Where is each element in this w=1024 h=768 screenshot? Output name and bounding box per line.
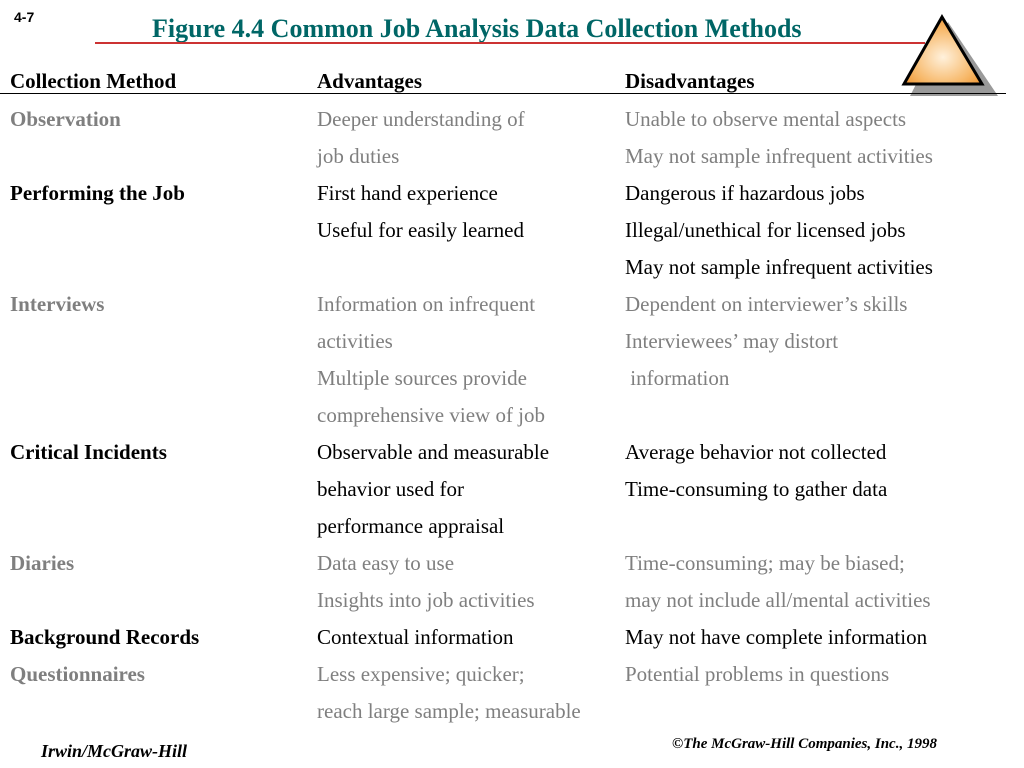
disadvantage-line: Illegal/unethical for licensed jobs: [625, 218, 906, 242]
advantages-cell: [317, 619, 514, 656]
method-name: Observation: [10, 107, 121, 131]
table-row: [0, 101, 1024, 175]
disadvantage-line: Unable to observe mental aspects: [625, 107, 907, 131]
advantage-line: comprehensive view of job: [317, 403, 546, 427]
header-disadvantages: Disadvantages: [625, 69, 755, 93]
disadvantage-line: may not include all/mental activities: [625, 588, 931, 612]
advantage-line: Insights into job activities: [317, 588, 535, 612]
disadvantages-cell: [625, 545, 931, 619]
advantages-cell: [317, 175, 524, 249]
disadvantage-line: Time-consuming; may be biased;: [625, 551, 905, 575]
disadvantage-line: Average behavior not collected: [625, 440, 887, 464]
advantage-line: performance appraisal: [317, 514, 505, 538]
disadvantage-line: May not sample infrequent activities: [625, 144, 933, 168]
advantage-line: reach large sample; measurable: [317, 699, 581, 723]
advantage-line: Observable and measurable: [317, 440, 550, 464]
table-row: [0, 545, 1024, 619]
advantage-line: First hand experience: [317, 181, 498, 205]
advantage-line: Deeper understanding of: [317, 107, 525, 131]
table-row: [0, 619, 1024, 656]
method-name: Critical Incidents: [10, 440, 167, 464]
disadvantages-cell: [625, 286, 907, 397]
disadvantage-line: Time-consuming to gather data: [625, 477, 888, 501]
methods-table: [0, 101, 1024, 730]
disadvantages-cell: [625, 656, 889, 693]
method-name: Diaries: [10, 551, 75, 575]
header-advantages: Advantages: [317, 69, 423, 93]
method-name: Questionnaires: [10, 662, 145, 686]
disadvantage-line: May not sample infrequent activities: [625, 255, 933, 279]
slide-number: 4-7: [14, 9, 35, 25]
header-divider: [0, 93, 1006, 94]
method-name: Background Records: [10, 625, 200, 649]
advantages-cell: [317, 656, 581, 730]
disadvantage-line: Dependent on interviewer’s skills: [625, 292, 908, 316]
disadvantage-line: Interviewees’ may distort: [625, 329, 839, 353]
table-row: [0, 286, 1024, 434]
advantage-line: job duties: [317, 144, 400, 168]
table-header: [0, 69, 1024, 95]
advantage-line: behavior used for: [317, 477, 464, 501]
disadvantage-line: Dangerous if hazardous jobs: [625, 181, 865, 205]
advantage-line: Data easy to use: [317, 551, 455, 575]
method-name: Performing the Job: [10, 181, 185, 205]
disadvantages-cell: [625, 434, 887, 508]
advantage-line: Information on infrequent: [317, 292, 536, 316]
disadvantage-line: Potential problems in questions: [625, 662, 890, 686]
disadvantages-cell: [625, 175, 933, 286]
title-divider: [95, 42, 925, 44]
header-collection-method: Collection Method: [10, 69, 177, 93]
disadvantages-cell: [625, 101, 933, 175]
table-row: [0, 175, 1024, 286]
advantage-line: Useful for easily learned: [317, 218, 524, 242]
footer-copyright: ©The McGraw-Hill Companies, Inc., 1998: [672, 736, 937, 752]
method-name: Interviews: [10, 292, 105, 316]
advantages-cell: [317, 286, 545, 434]
advantages-cell: [317, 101, 525, 175]
table-row: [0, 656, 1024, 730]
advantages-cell: [317, 434, 549, 545]
advantage-line: activities: [317, 329, 393, 353]
disadvantage-line: information: [625, 366, 730, 390]
advantage-line: Contextual information: [317, 625, 514, 649]
advantage-line: Less expensive; quicker;: [317, 662, 525, 686]
disadvantage-line: May not have complete information: [625, 625, 928, 649]
disadvantages-cell: [625, 619, 927, 656]
footer-publisher: Irwin/McGraw-Hill: [41, 741, 188, 761]
slide-title: Figure 4.4 Common Job Analysis Data Collection Methods: [152, 14, 802, 43]
table-row: [0, 434, 1024, 545]
advantages-cell: [317, 545, 535, 619]
advantage-line: Multiple sources provide: [317, 366, 527, 390]
